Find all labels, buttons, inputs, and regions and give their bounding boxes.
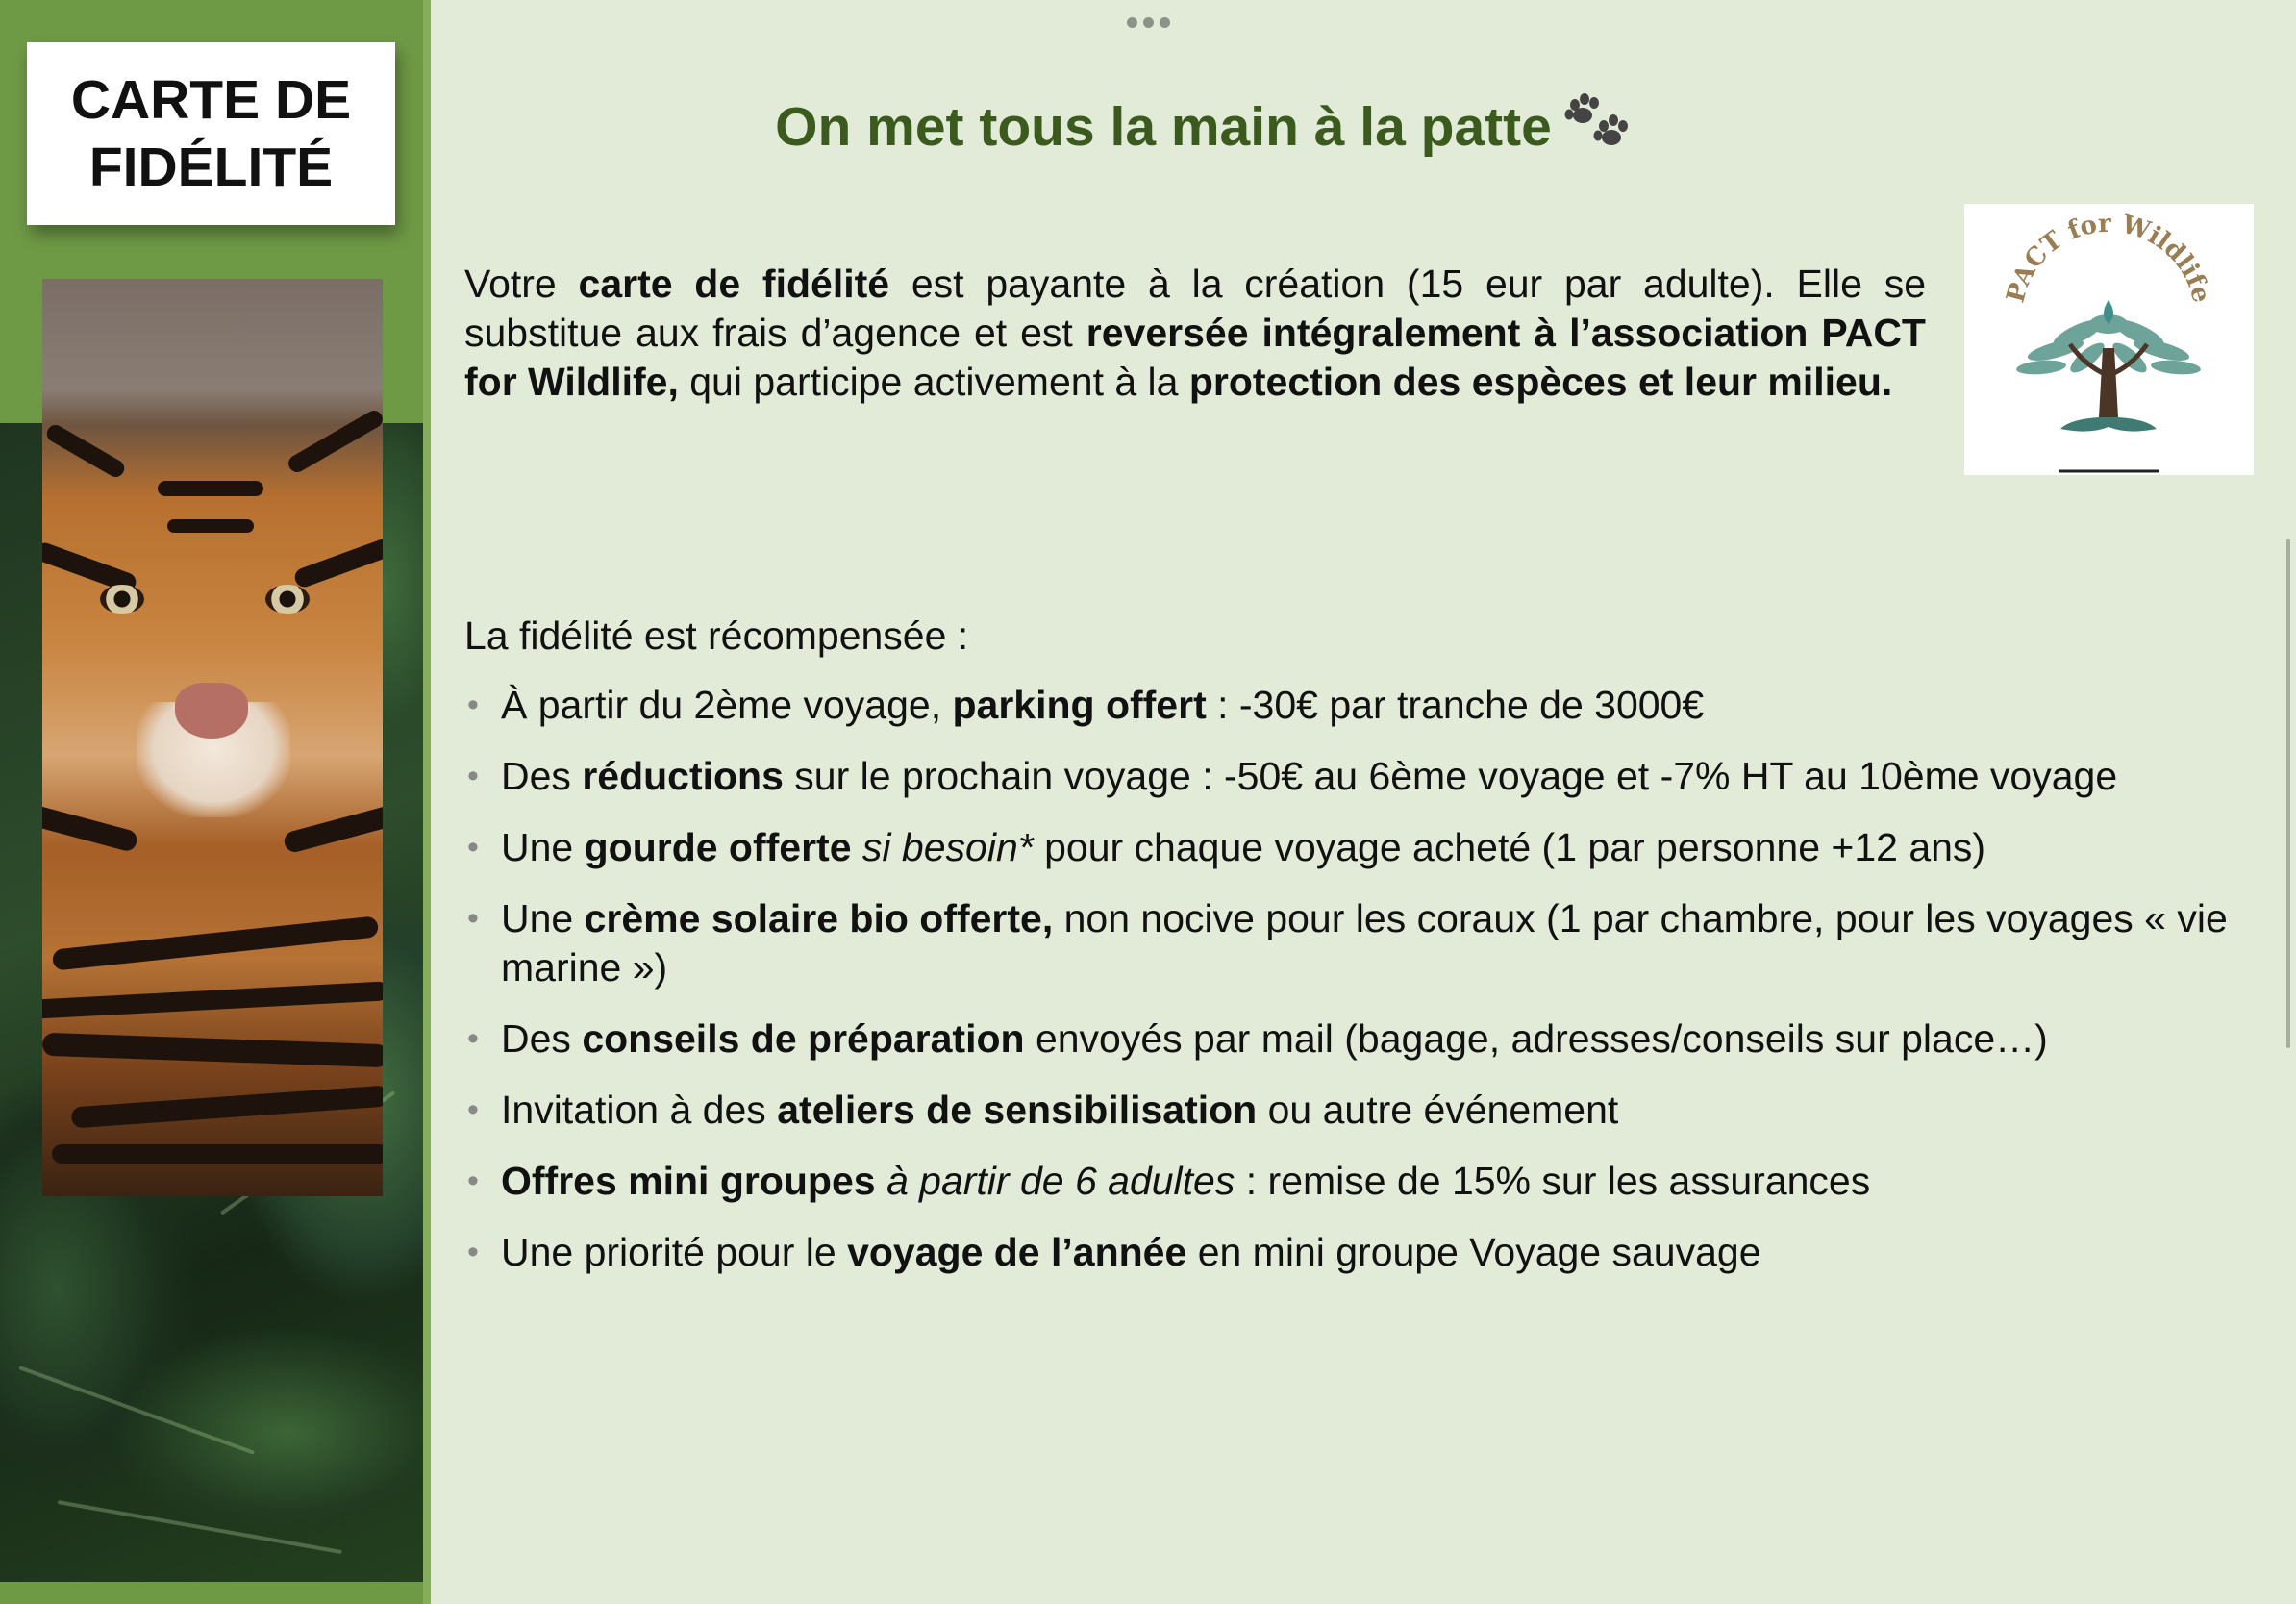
rewards-heading: La fidélité est récompensée :	[464, 614, 969, 658]
list-item: • Invitation à des ateliers de sensibilisation ou autre événement	[467, 1088, 1619, 1132]
rewards-list	[464, 681, 2253, 1299]
sidebar-edge	[423, 0, 431, 1604]
intro-paragraph: Votre carte de fidélité est payante à la création (15 eur par adulte). Elle se substitue aux frais d’agence et est reversée intégralement à l’association PACT for Wildlife, qui participe activement à la protection des espèces et leur milieu.	[464, 262, 1927, 404]
list-item: • Des réductions sur le prochain voyage : -50€ au 6ème voyage et -7% HT au 10ème voyage	[467, 754, 2118, 798]
list-item: • Une gourde offerte si besoin* pour chaque voyage acheté (1 par personne +12 ans)	[467, 825, 1986, 869]
list-item: • Une priorité pour le voyage de l’année en mini groupe Voyage sauvage	[467, 1230, 1761, 1274]
window-drag-handle[interactable]	[1127, 17, 1170, 28]
pact-for-wildlife-logo	[1964, 204, 2254, 475]
scrollbar-thumb[interactable]	[2286, 539, 2290, 1048]
list-item: • Des conseils de préparation envoyés par mail (bagage, adresses/conseils sur place…)	[467, 1016, 2048, 1061]
tiger-photo	[42, 279, 383, 1196]
list-item: • Une crème solaire bio offerte, non nocive pour les coraux (1 par chambre, pour les voyages « vie marine »)	[467, 896, 2228, 990]
page-title	[538, 91, 1865, 159]
logo-text: PACT for Wildlife	[2001, 209, 2216, 306]
paw-prints-icon	[1561, 91, 1629, 151]
loyalty-card-title-box	[27, 42, 395, 225]
loyalty-card-title: CARTE DE FIDÉLITÉ	[70, 69, 352, 198]
list-item: • Offres mini groupes à partir de 6 adultes : remise de 15% sur les assurances	[467, 1159, 1871, 1203]
tree-logo-icon	[1964, 204, 2254, 475]
sidebar	[0, 0, 431, 1604]
page-title-text: On met tous la main à la patte	[775, 96, 1552, 158]
list-item: • À partir du 2ème voyage, parking offert : -30€ par tranche de 3000€	[467, 683, 1705, 727]
